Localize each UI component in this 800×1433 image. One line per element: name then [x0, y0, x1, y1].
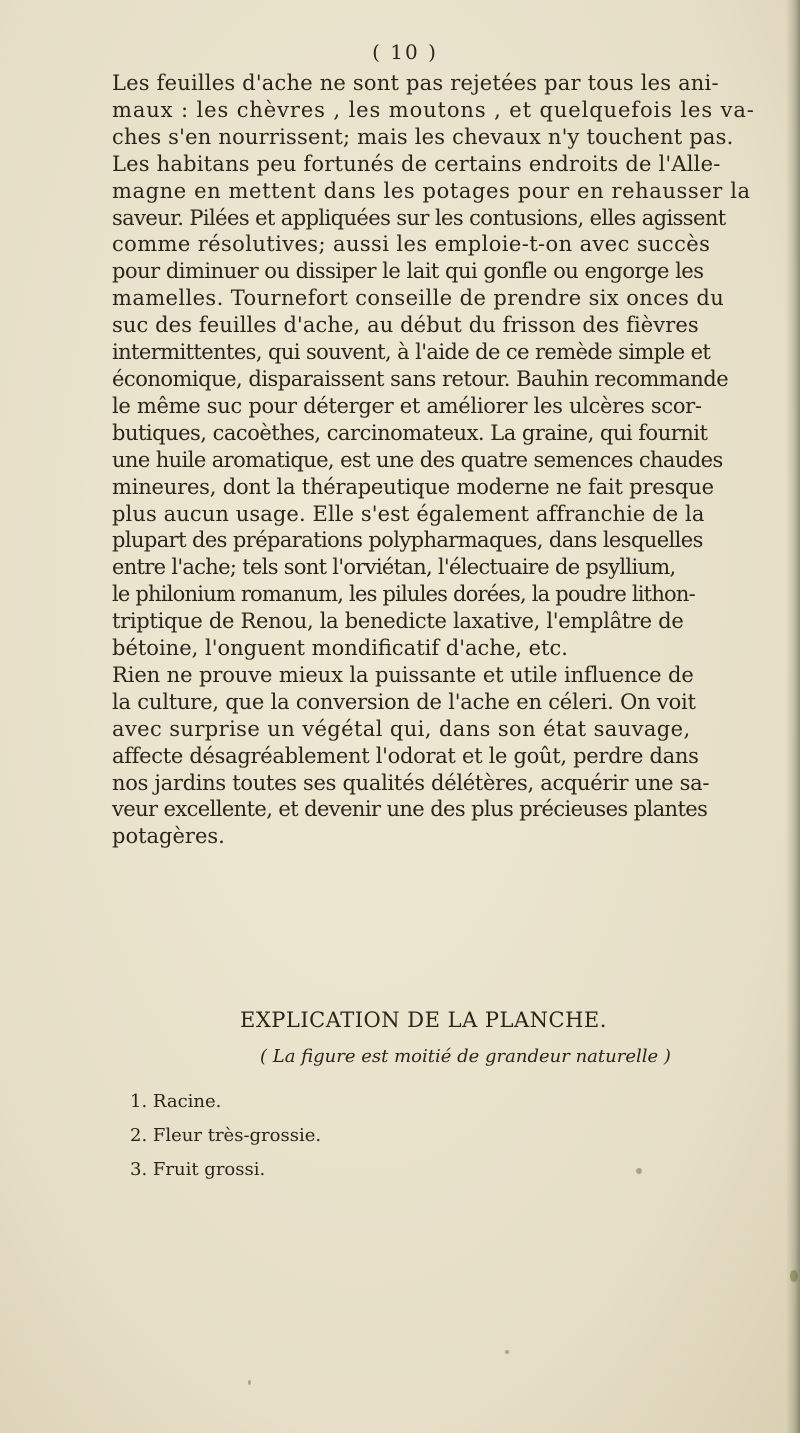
text-line: saveur. Pilées et appliquées sur les contusions, elles agissent [112, 205, 726, 230]
text-line: butiques, cacoèthes, carcinomateux. La graine, qui fournit [112, 420, 708, 445]
text-line: intermittentes, qui souvent, à l'aide de ce remède simple et [112, 340, 711, 365]
text-line: plupart des préparations polypharmaques, dans lesquelles [112, 528, 703, 553]
text-line: une huile aromatique, est une des quatre semences chaudes [112, 447, 723, 472]
text-line: suc des feuilles d'ache, au début du frisson des fièvres [112, 313, 699, 338]
text-line: potagères. [112, 824, 225, 849]
text-line: Rien ne prouve mieux la puissante et utile influence de [112, 662, 694, 687]
text-line: la culture, que la conversion de l'ache en céleri. On voit [112, 689, 696, 714]
text-line: ches s'en nourrissent; mais les chevaux n'y touchent pas. [112, 124, 734, 149]
text-line: Les habitans peu fortunés de certains endroits de l'Alle- [112, 151, 721, 176]
paper-speck [248, 1380, 251, 1385]
text-line: triptique de Renou, la benedicte laxative, l'emplâtre de [112, 609, 684, 634]
text-line: pour diminuer ou dissiper le lait qui gonfle ou engorge les [112, 259, 704, 284]
text-line: entre l'ache; tels sont l'orviétan, l'électuaire de psyllium, [112, 555, 676, 580]
paper-speck [636, 1168, 642, 1174]
text-line: magne en mettent dans les potages pour en rehausser la [112, 178, 751, 203]
text-line: le même suc pour déterger et améliorer les ulcères scor- [112, 393, 702, 418]
plate-heading: EXPLICATION DE LA PLANCHE. [240, 1008, 607, 1032]
body-text [112, 70, 800, 850]
plate-caption: ( La figure est moitié de grandeur naturelle ) [260, 1046, 671, 1067]
text-line: comme résolutives; aussi les emploie-t-on avec succès [112, 232, 711, 257]
text-line: veur excellente, et devenir une des plus précieuses plantes [112, 797, 708, 822]
text-line: Les feuilles d'ache ne sont pas rejetées par tous les ani- [112, 71, 719, 95]
text-line: le philonium romanum, les pilules dorées, la poudre lithon- [112, 582, 695, 607]
legend-item: 2. Fleur très-grossie. [130, 1125, 322, 1146]
text-line: mineures, dont la thérapeutique moderne ne fait presque [112, 474, 714, 499]
page-number: ( 10 ) [372, 40, 438, 64]
plate-legend [130, 1085, 430, 1187]
text-line: avec surprise un végétal qui, dans son état sauvage, [112, 716, 691, 741]
text-line: mamelles. Tournefort conseille de prendre six onces du [112, 286, 725, 311]
paper-speck [790, 1270, 798, 1282]
text-line: nos jardins toutes ses qualités délétères, acquérir une sa- [112, 770, 710, 795]
legend-item: 1. Racine. [130, 1091, 222, 1112]
paper-speck [505, 1350, 509, 1354]
legend-item: 3. Fruit grossi. [130, 1159, 266, 1180]
text-line: affecte désagréablement l'odorat et le goût, perdre dans [112, 743, 699, 768]
text-line: maux : les chèvres , les moutons , et quelquefois les va- [112, 97, 755, 122]
text-line: bétoine, l'onguent mondificatif d'ache, etc. [112, 636, 568, 661]
text-line: plus aucun usage. Elle s'est également affranchie de la [112, 501, 705, 526]
text-line: économique, disparaissent sans retour. Bauhin recommande [112, 366, 729, 391]
